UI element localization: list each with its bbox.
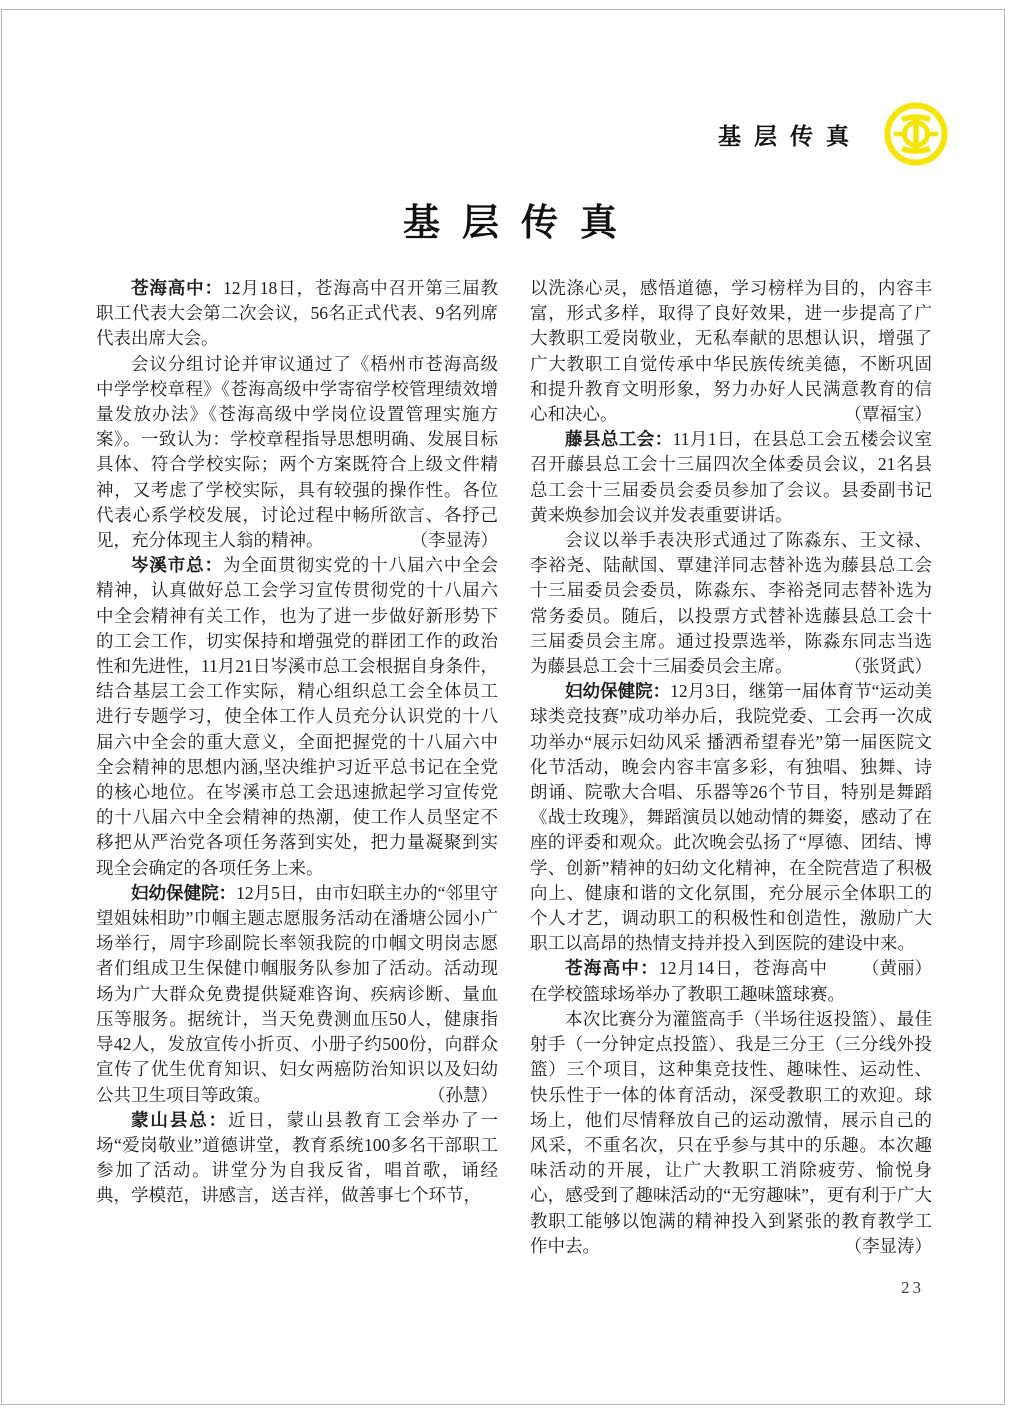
- news-paragraph: 妇幼保健院：12月5日，由市妇联主办的“邻里守望姐妹相助”巾帼主题志愿服务活动在潘塘公园小广场举行，周宇珍副院长率领我院的巾帼文明岗志愿者们组成卫生保健巾帼服务队参加了活动。活动现场为广大群众免费提供疑难咨询、疾病诊断、量血压等服务。据统计，当天免费测血压50人，健康指导42人，发放宣传小折页、小册子约500份，向群众宣传了优生优育知识、妇女两癌防治知识以及妇幼公共卫生项目等政策。 （孙慧）: [96, 881, 498, 1108]
- news-source-lead: 岑溪市总：: [131, 555, 223, 576]
- byline-signature: （黄丽）: [862, 958, 932, 979]
- article-columns: [96, 276, 932, 1259]
- news-source-lead: 妇幼保健院：: [131, 882, 237, 903]
- news-paragraph: 藤县总工会：11月1日，在县总工会五楼会议室召开藤县总工会十三届四次全体委员会议，21名县总工会十三届委员会委员参加了会议。县委副书记黄来焕参加会议并发表重要讲话。: [530, 429, 932, 525]
- news-paragraph: 会议以举手表决形式通过了陈淼东、王文禄、李裕尧、陆献国、覃建洋同志替补选为藤县总工会十三届委员会委员，陈淼东、李裕尧同志替补选为常务委员。随后，以投票方式替补选藤县总工会十三届委员会主席。通过投票选举，陈淼东同志当选为藤县总工会十三届委员会主席。 （张贤武）: [530, 528, 932, 679]
- byline-signature: （张贤武）: [844, 656, 932, 677]
- page-title: 基层传真: [403, 203, 639, 244]
- news-source-lead: 蒙山县总：: [131, 1109, 229, 1130]
- news-source-lead: 苍海高中：: [131, 278, 223, 298]
- byline-signature: （李显涛）: [844, 1235, 932, 1256]
- column-left: [96, 276, 498, 1259]
- news-source-lead: 藤县总工会：: [565, 429, 673, 450]
- byline-signature: （覃福宝）: [844, 404, 932, 425]
- news-paragraph: 妇幼保健院：12月3日，继第一届体育节“运动美球类竞技赛”成功举办后，我院党委、工会再一次成功举办“展示妇幼风采 播洒希望春光”第一届医院文化节活动，晚会内容丰富多彩，有独唱、独舞、诗朗诵、院歌大合唱、乐器等26个节目，特别是舞蹈《战士玫瑰》，舞蹈演员以她动情的舞姿，感动了在座的评委和观众。此次晚会弘扬了“厚德、团结、博学、创新”精神的妇幼文化精神，在全院营造了积极向上、健康和谐的文化氛围，充分展示全体职工的个人才艺，调动职工的积极性和创造性，激励广大职工以高昂的热情支持并投入到医院的建设中来。 （黄丽）: [530, 679, 932, 956]
- news-paragraph: 苍海高中：12月18日，苍海高中召开第三届教职工代表大会第二次会议，56名正式代表、9名列席代表出席大会。: [96, 278, 499, 349]
- news-paragraph: 会议分组讨论并审议通过了《梧州市苍海高级中学学校章程》《苍海高级中学寄宿学校管理绩效增量发放办法》《苍海高级中学岗位设置管理实施方案》。一致认为：学校章程指导思想明确、发展目标具体、符合学校实际；两个方案既符合上级文件精神，又考虑了学校实际，具有较强的操作性。各位代表心系学校发展，讨论过程中畅所欲言、各抒己见，充分体现主人翁的精神。 （李显涛）: [96, 352, 498, 554]
- news-paragraph: 苍海高中：12月14日，苍海高中在学校篮球场举办了教职工趣味篮球赛。: [530, 958, 845, 1004]
- column-right: [530, 276, 932, 1259]
- news-source-lead: 妇幼保健院：: [565, 681, 671, 702]
- trade-union-emblem-icon: [882, 100, 950, 168]
- page-header: [705, 100, 950, 168]
- news-paragraph: 本次比赛分为灌篮高手（半场往返投篮）、最佳射手（一分钟定点投篮）、我是三分王（三分线外投篮）三个项目，这种集竞技性、趣味性、运动性、快乐性于一体的体育活动，深受教职工的欢迎。球场上，他们尽情释放自己的运动激情，展示自己的风采，不重名次，只在乎参与其中的乐趣。本次趣味活动的开展，让广大教职工消除疲劳、愉悦身心，感受到了趣味活动的“无穷趣味”，更有利于广大教职工能够以饱满的精神投入到紧张的教育教学工作中去。 （李显涛）: [530, 1007, 932, 1259]
- news-source-lead: 苍海高中：: [565, 958, 660, 979]
- byline-signature: （李显涛）: [410, 530, 498, 551]
- news-paragraph: 蒙山县总：近日，蒙山县教育工会举办了一场“爱岗敬业”道德讲堂，教育系统100多名干部职工参加了活动。讲堂分为自我反省，唱首歌，诵经典，学模范，讲感言，送吉祥，做善事七个环节，: [96, 1109, 499, 1206]
- page-number: 23: [901, 1278, 924, 1297]
- byline-signature: （孙慧）: [428, 1084, 498, 1105]
- section-header-label: 基层传真: [718, 123, 862, 149]
- news-paragraph: 岑溪市总：为全面贯彻实党的十八届六中全会精神，认真做好总工会学习宣传贯彻党的十八届六中全会精神有关工作，也为了进一步做好新形势下的工会工作，切实保持和增强党的群团工作的政治性和先进性，11月21日岑溪市总工会根据自身条件，结合基层工会工作实际，精心组织总工会全体员工进行专题学习，使全体工作人员充分认识党的十八届六中全会的重大意义，全面把握党的十八届六中全会精神的思想内涵,坚决维护习近平总书记在全党的核心地位。在岑溪市总工会迅速掀起学习宣传党的十八届六中全会精神的热潮，使工作人员坚定不移把从严治党各项任务落到实处，把力量凝聚到实现全会确定的各项任务上来。: [96, 555, 499, 878]
- news-paragraph: 以洗涤心灵，感悟道德，学习榜样为目的，内容丰富，形式多样，取得了良好效果，进一步提高了广大教职工爱岗敬业，无私奉献的思想认识，增强了广大教职工自觉传承中华民族传统美德，不断巩固和提升教育文明形象，努力办好人民满意教育的信心和决心。 （覃福宝）: [530, 276, 932, 427]
